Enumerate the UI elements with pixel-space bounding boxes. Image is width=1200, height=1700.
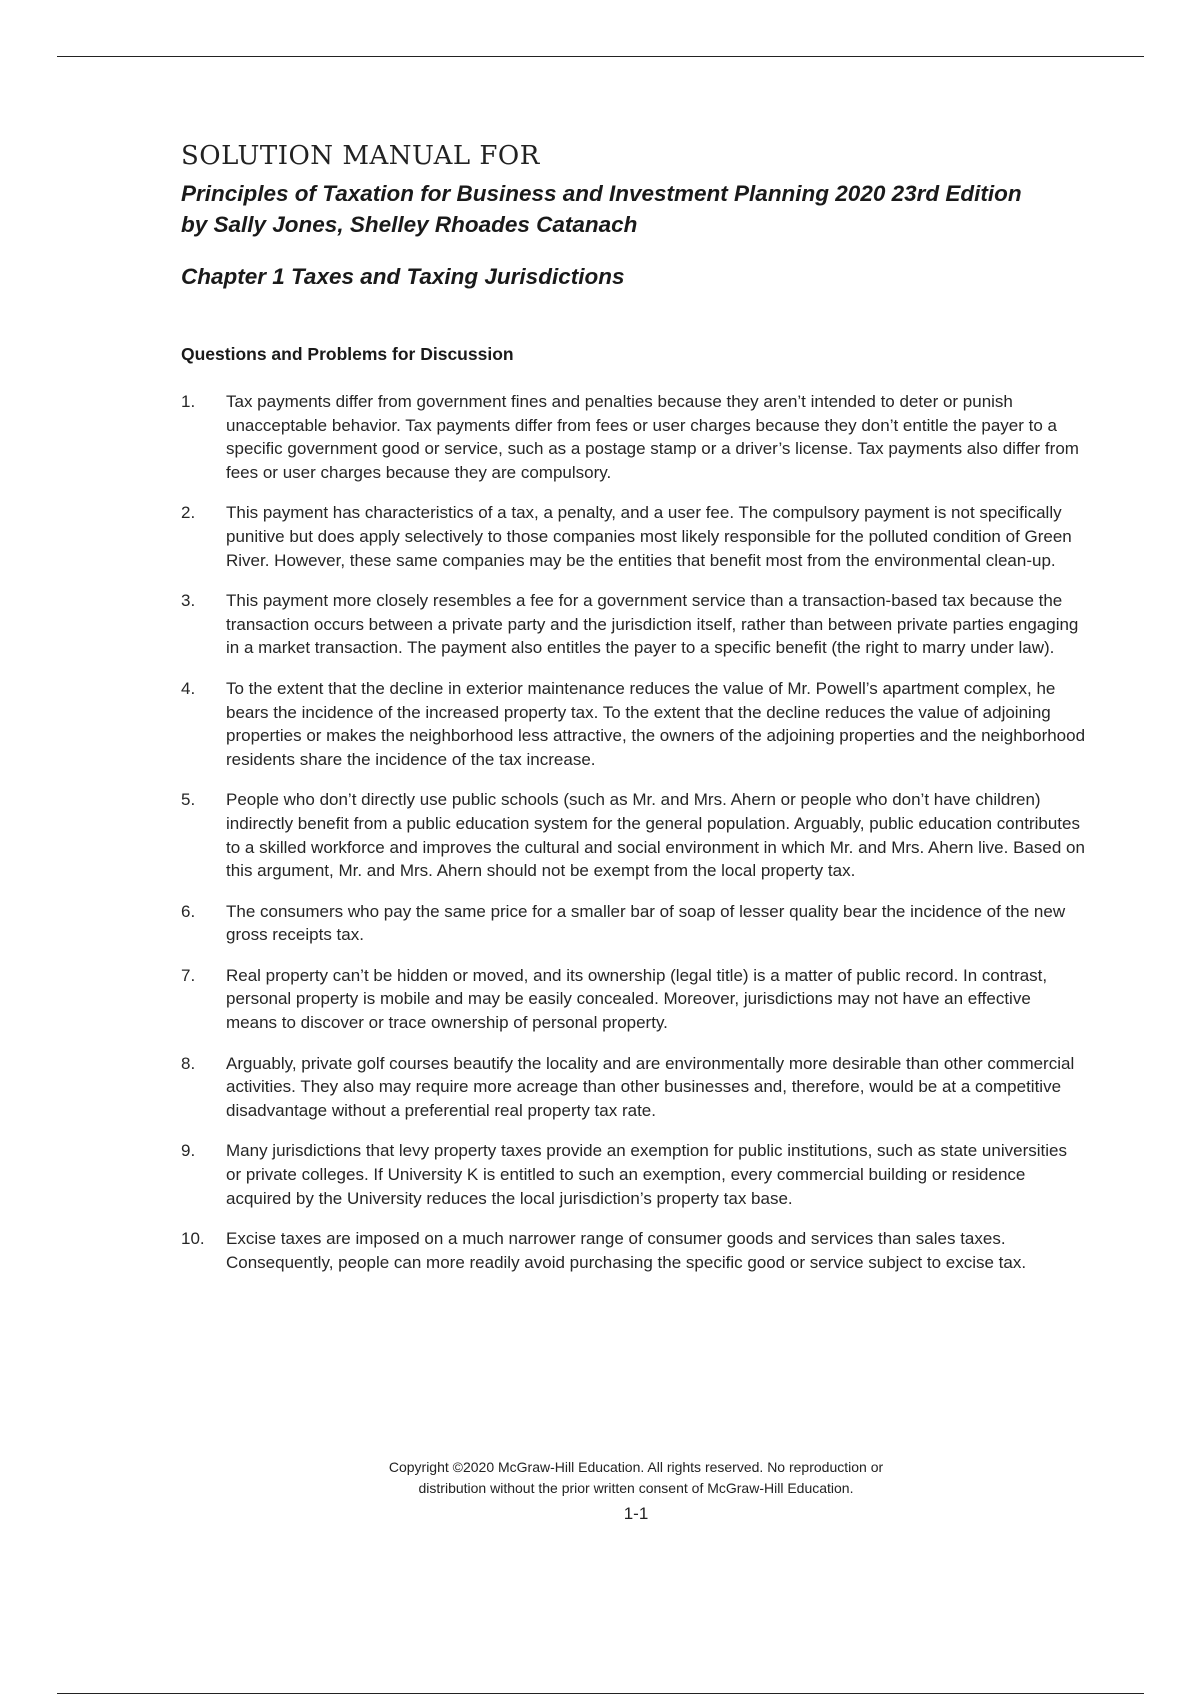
item-number: 8. [181, 1053, 196, 1073]
page-number: 1-1 [623, 1504, 649, 1523]
item-number: 2. [181, 503, 196, 523]
list-item [181, 1052, 1086, 1123]
list-item [181, 964, 1086, 1035]
book-title [181, 178, 1086, 240]
list-item [181, 589, 1086, 660]
item-number: 4. [181, 678, 196, 698]
copyright-footer [0, 1457, 1200, 1499]
list-item [181, 1227, 1086, 1274]
manual-title: SOLUTION MANUAL FOR [181, 141, 540, 171]
top-rule [57, 56, 1144, 57]
item-text: Arguably, private golf courses beautify the locality and are environmentally more desirable than other commercial activities. They also may require more acreage than other businesses and, therefore, would be at a competitive disadvantage without a preferential real property tax rate. [226, 1053, 1075, 1120]
item-text: People who don’t directly use public schools (such as Mr. and Mrs. Ahern or people who don’t have children) indirectly benefit from a public education system for the general population. Arguably, public education contributes to a skilled workforce and improves the cultural and social environment in which Mr. and Mrs. Ahern live. Based on this argument, Mr. and Mrs. Ahern should not be exempt from the local property tax. [226, 790, 1085, 881]
item-number: 3. [181, 591, 196, 611]
item-text: This payment has characteristics of a tax, a penalty, and a user fee. The compulsory payment is not specifically punitive but does apply selectively to those companies most likely responsible for the polluted condition of Green River. However, these same companies may be the entities that benefit most from the environmental clean-up. [226, 503, 1072, 570]
question-list [181, 390, 1086, 1274]
chapter-title: Chapter 1 Taxes and Taxing Jurisdictions [181, 264, 625, 289]
section-heading: Questions and Problems for Discussion [181, 344, 514, 364]
copyright-line: distribution without the prior written consent of McGraw-Hill Education. [418, 1480, 854, 1496]
list-item [181, 788, 1086, 882]
book-title-line: Principles of Taxation for Business and Investment Planning 2020 23rd Edition [181, 181, 1022, 206]
item-text: Excise taxes are imposed on a much narrower range of consumer goods and services than sales taxes. Consequently, people can more readily avoid purchasing the specific good or service subject to excise tax. [226, 1229, 1027, 1272]
list-item [181, 900, 1086, 947]
book-author-line: by Sally Jones, Shelley Rhoades Catanach [181, 212, 638, 237]
bottom-rule [57, 1693, 1144, 1694]
item-number: 5. [181, 790, 196, 810]
list-item [181, 677, 1086, 771]
item-number: 10. [181, 1229, 205, 1249]
item-text: Many jurisdictions that levy property taxes provide an exemption for public institutions, such as state universities or private colleges. If University K is entitled to such an exemption, every commercial building or residence acquired by the University reduces the local jurisdiction’s property tax base. [226, 1141, 1067, 1208]
page-content [181, 140, 1086, 1291]
list-item [181, 501, 1086, 572]
item-number: 7. [181, 965, 196, 985]
item-number: 9. [181, 1141, 196, 1161]
copyright-line: Copyright ©2020 McGraw-Hill Education. All rights reserved. No reproduction or [388, 1459, 884, 1475]
item-text: Real property can’t be hidden or moved, and its ownership (legal title) is a matter of public record. In contrast, personal property is mobile and may be easily concealed. Moreover, jurisdictions may not have an effective means to discover or trace ownership of personal property. [226, 965, 1048, 1033]
item-text: To the extent that the decline in exterior maintenance reduces the value of Mr. Powell’s apartment complex, he bears the incidence of the increased property tax. To the extent that the decline reduces the value of adjoining properties or makes the neighborhood less attractive, the owners of the adjoining properties and the neighborhood residents share the incidence of the tax increase. [226, 678, 1086, 769]
item-number: 6. [181, 901, 196, 921]
list-item [181, 390, 1086, 484]
item-text: This payment more closely resembles a fee for a government service than a transaction-based tax because the transaction occurs between a private party and the jurisdiction itself, rather than between private parties engaging in a market transaction. The payment also entitles the payer to a specific benefit (the right to marry under law). [226, 591, 1079, 658]
item-text: Tax payments differ from government fines and penalties because they aren’t intended to deter or punish unacceptable behavior. Tax payments differ from fees or user charges because they don’t entitle the payer to a specific government good or service, such as a postage stamp or a driver’s license. Tax payments also differ from fees or user charges because they are compulsory. [226, 392, 1079, 482]
list-item [181, 1139, 1086, 1210]
item-number: 1. [181, 392, 196, 411]
item-text: The consumers who pay the same price for a smaller bar of soap of lesser quality bear the incidence of the new gross receipts tax. [226, 901, 1066, 945]
